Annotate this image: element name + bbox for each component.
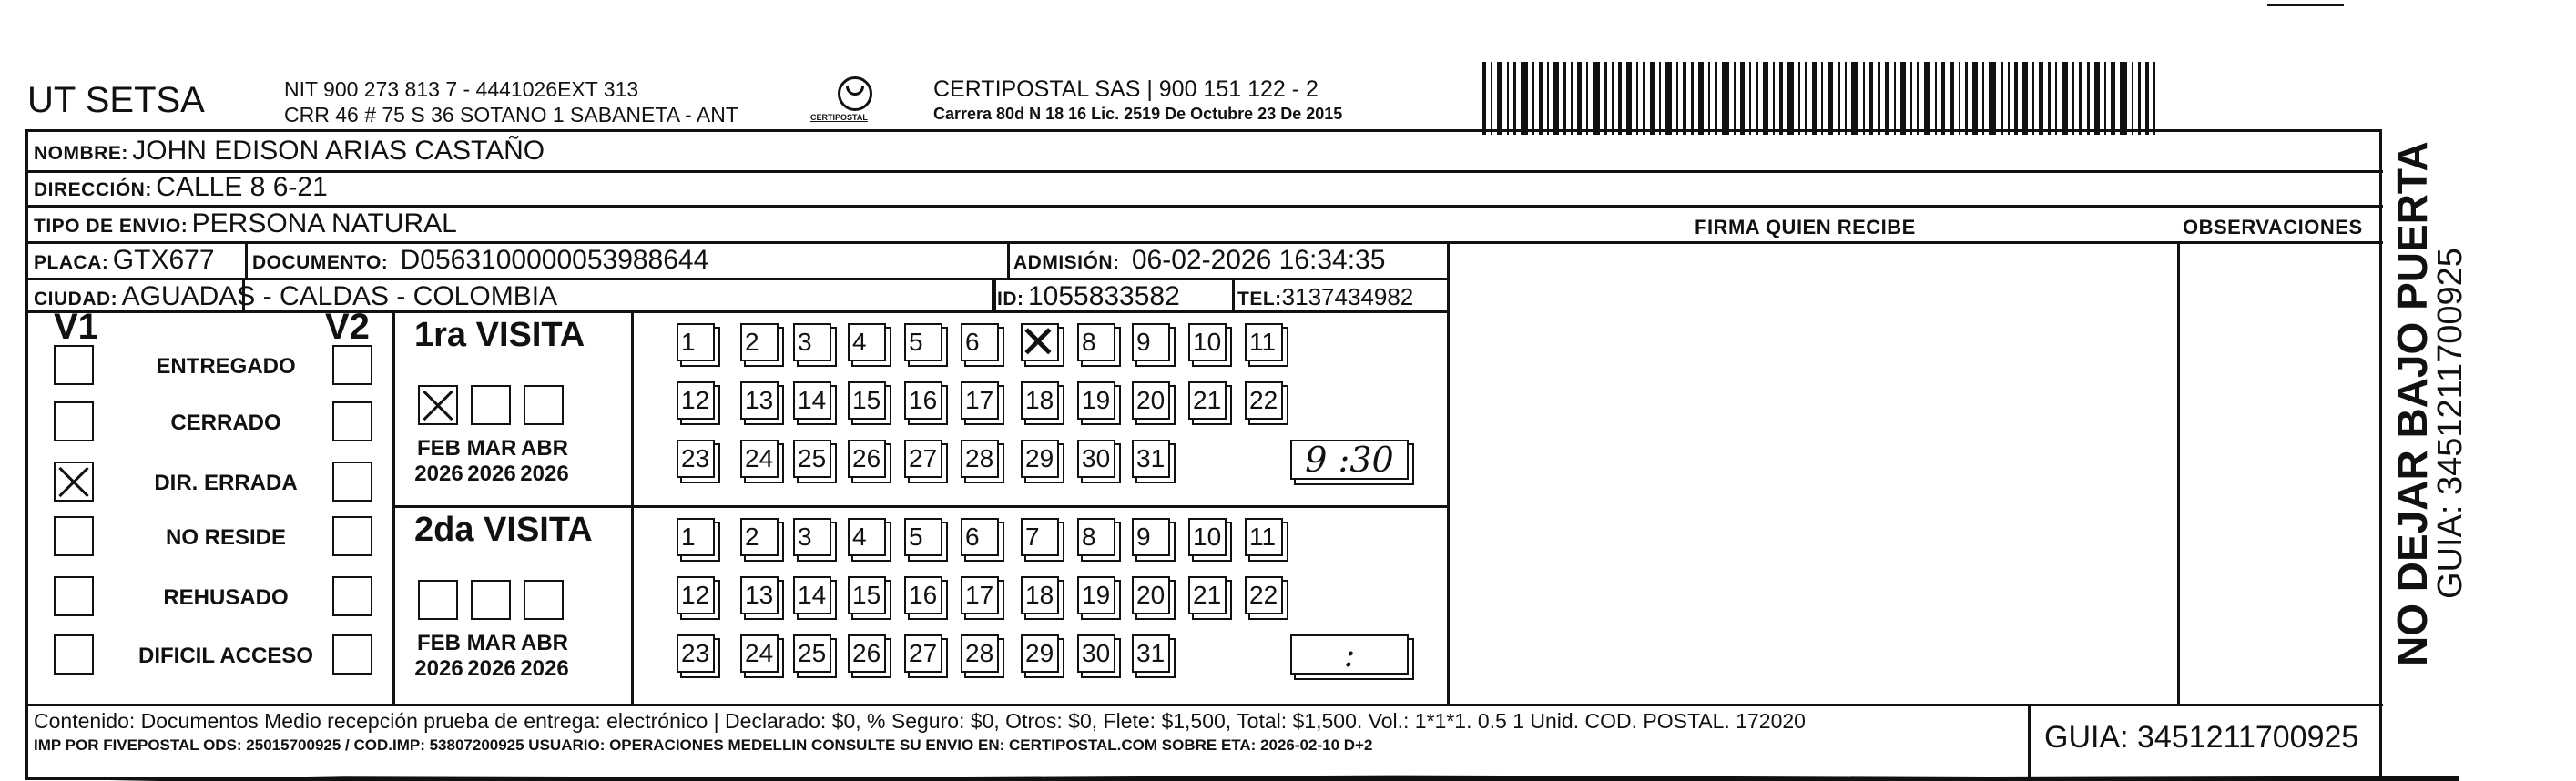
tel-label: TEL: — [1237, 289, 1282, 309]
plate-value: GTX677 — [112, 245, 215, 275]
day-box[interactable]: 25 — [793, 440, 831, 478]
day-box[interactable]: 28 — [961, 634, 999, 673]
day-box[interactable]: 24 — [740, 634, 779, 673]
barcode-bar — [2022, 62, 2028, 135]
day-box[interactable]: 16 — [904, 576, 942, 614]
recipient-address: CALLE 8 6-21 — [156, 172, 328, 202]
barcode-bar — [1665, 62, 1672, 135]
day-box[interactable]: 6 — [961, 518, 999, 556]
barcode-bar — [1805, 62, 1807, 135]
barcode-bar — [1740, 62, 1745, 135]
barcode-bar — [1612, 62, 1614, 135]
observations-column-header: OBSERVACIONES — [2183, 216, 2363, 238]
month-year: 2026 — [520, 462, 569, 486]
v1-checkbox[interactable] — [54, 516, 94, 556]
day-box[interactable]: 4 — [848, 518, 886, 556]
barcode-bar — [1851, 62, 1858, 135]
barcode-bar — [1812, 62, 1817, 135]
company-name: UT SETSA — [27, 80, 205, 120]
v2-checkbox[interactable] — [332, 462, 372, 502]
day-box[interactable]: 27 — [904, 634, 942, 673]
barcode-bar — [1821, 62, 1823, 135]
city-row — [34, 281, 557, 312]
document-label: DOCUMENTO: — [252, 252, 389, 273]
day-box[interactable]: 14 — [793, 576, 831, 614]
v1-checkbox[interactable] — [54, 576, 94, 616]
barcode-bar — [1910, 62, 1912, 135]
document-value: D0563100000053988644 — [400, 245, 709, 275]
license-line: Carrera 80d N 18 16 Lic. 2519 De Octubre 23 De 2015 — [933, 105, 1343, 123]
barcode-bar — [1828, 62, 1833, 135]
barcode-bar — [1521, 62, 1528, 135]
barcode-bar — [1924, 62, 1930, 135]
status-label: CERRADO — [170, 411, 281, 435]
barcode-bar — [1539, 62, 1543, 135]
barcode-bar — [1708, 62, 1710, 135]
day-box[interactable]: 7 — [1021, 518, 1059, 556]
footer-guia: GUIA: 3451211700925 — [2044, 720, 2359, 755]
status-label: DIR. ERRADA — [154, 471, 298, 495]
barcode-bar — [1734, 62, 1736, 135]
barcode-bar — [2145, 62, 2149, 135]
barcode-bar — [1532, 62, 1534, 135]
month-checkbox[interactable] — [524, 580, 564, 620]
status-label: REHUSADO — [163, 585, 289, 610]
carrier-line: CERTIPOSTAL SAS | 900 151 122 - 2 — [933, 76, 1319, 102]
day-box[interactable]: 25 — [793, 634, 831, 673]
day-box[interactable]: 11 — [1245, 323, 1283, 361]
day-box[interactable]: 22 — [1245, 576, 1283, 614]
barcode-bar — [1497, 62, 1502, 135]
day-box[interactable]: 15 — [848, 576, 886, 614]
day-box[interactable]: 27 — [904, 440, 942, 478]
barcode-bar — [1863, 62, 1865, 135]
day-box[interactable]: 13 — [740, 576, 779, 614]
barcode-bar — [2008, 62, 2010, 135]
day-box[interactable] — [1021, 323, 1059, 361]
barcode-bar — [2094, 62, 2100, 135]
day-box[interactable]: 26 — [848, 440, 886, 478]
address-row — [34, 172, 328, 203]
barcode-bar — [1636, 62, 1638, 135]
nit-line: NIT 900 273 813 7 - 4441026EXT 313 — [284, 77, 639, 101]
month-checkbox[interactable] — [418, 385, 458, 425]
v1-label: V1 — [54, 307, 98, 347]
month-label — [513, 436, 576, 487]
day-box[interactable]: 6 — [961, 323, 999, 361]
v2-checkbox[interactable] — [332, 401, 372, 441]
day-box[interactable]: 2 — [740, 323, 779, 361]
type-row — [34, 208, 457, 239]
v2-checkbox[interactable] — [332, 576, 372, 616]
day-box[interactable]: 18 — [1021, 381, 1059, 420]
day-box[interactable]: 20 — [1132, 576, 1170, 614]
barcode-bar — [1683, 62, 1686, 135]
day-box[interactable]: 20 — [1132, 381, 1170, 420]
day-box[interactable]: 1 — [677, 323, 715, 361]
certipostal-logo-icon — [838, 76, 872, 111]
month-name: FEB — [417, 436, 461, 461]
barcode-bar — [1773, 62, 1775, 135]
barcode-bar — [2132, 62, 2133, 135]
barcode-bar — [1553, 62, 1559, 135]
month-year: 2026 — [414, 656, 463, 681]
barcode-bar — [2104, 62, 2106, 135]
barcode-bar — [1507, 62, 1509, 135]
side-guia: GUIA: 3451211700925 — [2431, 248, 2469, 599]
day-box[interactable]: 22 — [1245, 381, 1283, 420]
day-box[interactable]: 13 — [740, 381, 779, 420]
barcode-bar — [2079, 62, 2082, 135]
imp-line: IMP POR FIVEPOSTAL ODS: 25015700925 / COD.IMP: 53807200925 USUARIO: OPERACIONES MEDELLIN CONSULTE SU ENVIO EN: CERTIPOSTAL.COM SOBRE ETA: 2026-02-10 D+2 — [34, 736, 1373, 754]
day-box[interactable]: 8 — [1077, 518, 1115, 556]
barcode-bar — [1691, 62, 1694, 135]
month-checkbox[interactable] — [471, 385, 511, 425]
admission-label: ADMISIÓN: — [1013, 252, 1120, 273]
barcode-bar — [2138, 62, 2141, 135]
barcode-bar — [1798, 62, 1800, 135]
month-name: MAR — [466, 436, 517, 461]
signature-column-header: FIRMA QUIEN RECIBE — [1695, 216, 1916, 238]
day-box[interactable]: 31 — [1132, 440, 1170, 478]
day-box[interactable]: 26 — [848, 634, 886, 673]
id-value: 1055833582 — [1027, 281, 1180, 311]
barcode-bar — [1593, 62, 1600, 135]
barcode-bar — [1650, 62, 1655, 135]
month-name: ABR — [521, 436, 568, 461]
barcode-bar — [1965, 62, 1968, 135]
barcode-bar — [1989, 62, 1996, 135]
name-row — [34, 136, 545, 167]
day-box[interactable]: 3 — [793, 323, 831, 361]
month-name: FEB — [417, 631, 461, 655]
day-box[interactable]: 5 — [904, 518, 942, 556]
barcode-bar — [1779, 62, 1783, 135]
day-box[interactable]: 10 — [1188, 518, 1227, 556]
month-name: ABR — [521, 631, 568, 655]
recipient-name: JOHN EDISON ARIAS CASTAÑO — [132, 136, 545, 166]
barcode-bar — [2048, 62, 2051, 135]
barcode-bar — [1749, 62, 1751, 135]
v2-checkbox[interactable] — [332, 345, 372, 385]
name-label: NOMBRE: — [34, 143, 128, 164]
barcode-bar — [2072, 62, 2074, 135]
barcode-bar — [1935, 62, 1937, 135]
barcode-bar — [2001, 62, 2003, 135]
plate-label: PLACA: — [34, 252, 109, 273]
day-box[interactable]: 18 — [1021, 576, 1059, 614]
content-line: Contenido: Documentos Medio recepción prueba de entrega: electrónico | Declarado: $0, % Seguro: $0, Otros: $0, Flete: $1,500, Total: $1,500. Vol.: 1*1*1. 0.5 1 Unid. COD. POSTAL. 172020 — [34, 709, 1806, 733]
barcode-bar — [1787, 62, 1794, 135]
barcode-bar — [1482, 62, 1486, 135]
day-box[interactable]: 2 — [740, 518, 779, 556]
barcode-bar — [1618, 62, 1622, 135]
barcode-bar — [1698, 62, 1704, 135]
tel-value: 3137434982 — [1281, 283, 1414, 310]
month-year: 2026 — [467, 656, 516, 681]
day-box[interactable]: 11 — [1245, 518, 1283, 556]
v1-checkbox[interactable] — [54, 345, 94, 385]
day-box[interactable]: 23 — [677, 634, 715, 673]
day-box[interactable]: 28 — [961, 440, 999, 478]
day-box[interactable]: 12 — [677, 576, 715, 614]
barcode-bar — [1756, 62, 1758, 135]
visit-title: 2da VISITA — [414, 511, 593, 549]
month-checkbox[interactable] — [471, 580, 511, 620]
day-box[interactable]: 17 — [961, 576, 999, 614]
barcode-bar — [1900, 62, 1906, 135]
day-box[interactable]: 4 — [848, 323, 886, 361]
visit-time-box[interactable]: 9 :30 — [1290, 440, 1409, 480]
no-dejar-notice: NO DEJAR BAJO PUERTA — [2388, 141, 2436, 666]
barcode-bar — [1869, 62, 1873, 135]
barcode-bar — [1659, 62, 1661, 135]
day-box[interactable]: 24 — [740, 440, 779, 478]
barcode-bar — [1885, 62, 1889, 135]
v2-checkbox[interactable] — [332, 634, 372, 674]
day-box[interactable]: 16 — [904, 381, 942, 420]
visit-time-box[interactable]: : — [1290, 634, 1409, 674]
id-row — [997, 281, 1180, 312]
barcode-bar — [2087, 62, 2090, 135]
day-box[interactable]: 21 — [1188, 381, 1227, 420]
barcode-bar — [2014, 62, 2018, 135]
barcode-bar — [1941, 62, 1945, 135]
shipment-type: PERSONA NATURAL — [191, 208, 457, 238]
day-box[interactable]: 12 — [677, 381, 715, 420]
month-name: MAR — [466, 631, 517, 655]
day-box[interactable]: 30 — [1077, 440, 1115, 478]
barcode-bar — [1878, 62, 1880, 135]
address-line: CRR 46 # 75 S 36 SOTANO 1 SABANETA - ANT — [284, 103, 738, 127]
city-value: AGUADAS - CALDAS - COLOMBIA — [121, 281, 558, 311]
tel-row — [1237, 283, 1413, 311]
barcode-bar — [1547, 62, 1549, 135]
address-label: DIRECCIÓN: — [34, 179, 152, 200]
admission-value: 06-02-2026 16:34:35 — [1131, 245, 1386, 275]
barcode-bar — [2039, 62, 2043, 135]
barcode-bar — [1643, 62, 1645, 135]
barcode-bar — [1676, 62, 1678, 135]
day-box[interactable]: 19 — [1077, 576, 1115, 614]
barcode-bar — [1715, 62, 1717, 135]
plate-row — [34, 245, 215, 276]
day-box[interactable]: 23 — [677, 440, 715, 478]
status-label: DIFICIL ACCESO — [137, 644, 313, 668]
month-checkbox[interactable] — [524, 385, 564, 425]
barcode-bar — [1917, 62, 1919, 135]
barcode — [1482, 62, 2206, 135]
type-label: TIPO DE ENVIO: — [34, 216, 188, 237]
v2-label: V2 — [325, 307, 370, 347]
barcode-bar — [2120, 62, 2127, 135]
barcode-bar — [1563, 62, 1566, 135]
barcode-bar — [1845, 62, 1847, 135]
barcode-bar — [2032, 62, 2034, 135]
day-box[interactable]: 29 — [1021, 634, 1059, 673]
day-box[interactable]: 14 — [793, 381, 831, 420]
visit-title: 1ra VISITA — [414, 316, 585, 354]
month-label — [513, 631, 576, 682]
barcode-bar — [1894, 62, 1896, 135]
barcode-bar — [1838, 62, 1840, 135]
day-box[interactable]: 3 — [793, 518, 831, 556]
corner-mark — [2267, 4, 2344, 6]
day-box[interactable]: 10 — [1188, 323, 1227, 361]
day-box[interactable]: 5 — [904, 323, 942, 361]
v1-checkbox[interactable] — [54, 634, 94, 674]
barcode-bar — [1491, 62, 1492, 135]
barcode-bar — [2153, 62, 2155, 135]
barcode-bar — [1982, 62, 1984, 135]
barcode-bar — [1586, 62, 1588, 135]
month-checkbox[interactable] — [418, 580, 458, 620]
status-label: NO RESIDE — [165, 525, 287, 550]
v2-checkbox[interactable] — [332, 516, 372, 556]
v1-checkbox[interactable] — [54, 401, 94, 441]
month-year: 2026 — [414, 462, 463, 486]
barcode-bar — [2055, 62, 2057, 135]
barcode-bar — [2111, 62, 2115, 135]
admission-row — [1013, 245, 1385, 276]
day-box[interactable]: 9 — [1132, 518, 1170, 556]
barcode-bar — [1763, 62, 1768, 135]
city-label: CIUDAD: — [34, 289, 118, 309]
delivery-form — [25, 129, 2382, 780]
barcode-bar — [1513, 62, 1516, 135]
day-box[interactable]: 19 — [1077, 381, 1115, 420]
barcode-bar — [2062, 62, 2068, 135]
day-box[interactable]: 30 — [1077, 634, 1115, 673]
month-year: 2026 — [467, 462, 516, 486]
month-year: 2026 — [520, 656, 569, 681]
barcode-bar — [1959, 62, 1960, 135]
barcode-bar — [1950, 62, 1954, 135]
barcode-bar — [1972, 62, 1978, 135]
barcode-bar — [1722, 62, 1729, 135]
barcode-bar — [1571, 62, 1573, 135]
day-box[interactable]: 31 — [1132, 634, 1170, 673]
v1-checkbox[interactable] — [54, 462, 94, 502]
day-box[interactable]: 15 — [848, 381, 886, 420]
day-box[interactable]: 8 — [1077, 323, 1115, 361]
barcode-bar — [1577, 62, 1582, 135]
day-box[interactable]: 29 — [1021, 440, 1059, 478]
status-label: ENTREGADO — [156, 354, 296, 379]
day-box[interactable]: 17 — [961, 381, 999, 420]
barcode-bar — [1604, 62, 1607, 135]
logo-text: CERTIPOSTAL — [810, 113, 868, 122]
day-box[interactable]: 9 — [1132, 323, 1170, 361]
barcode-bar — [1626, 62, 1632, 135]
id-label: ID: — [997, 289, 1024, 309]
day-box[interactable]: 21 — [1188, 576, 1227, 614]
document-row — [252, 245, 708, 276]
day-box[interactable]: 1 — [677, 518, 715, 556]
